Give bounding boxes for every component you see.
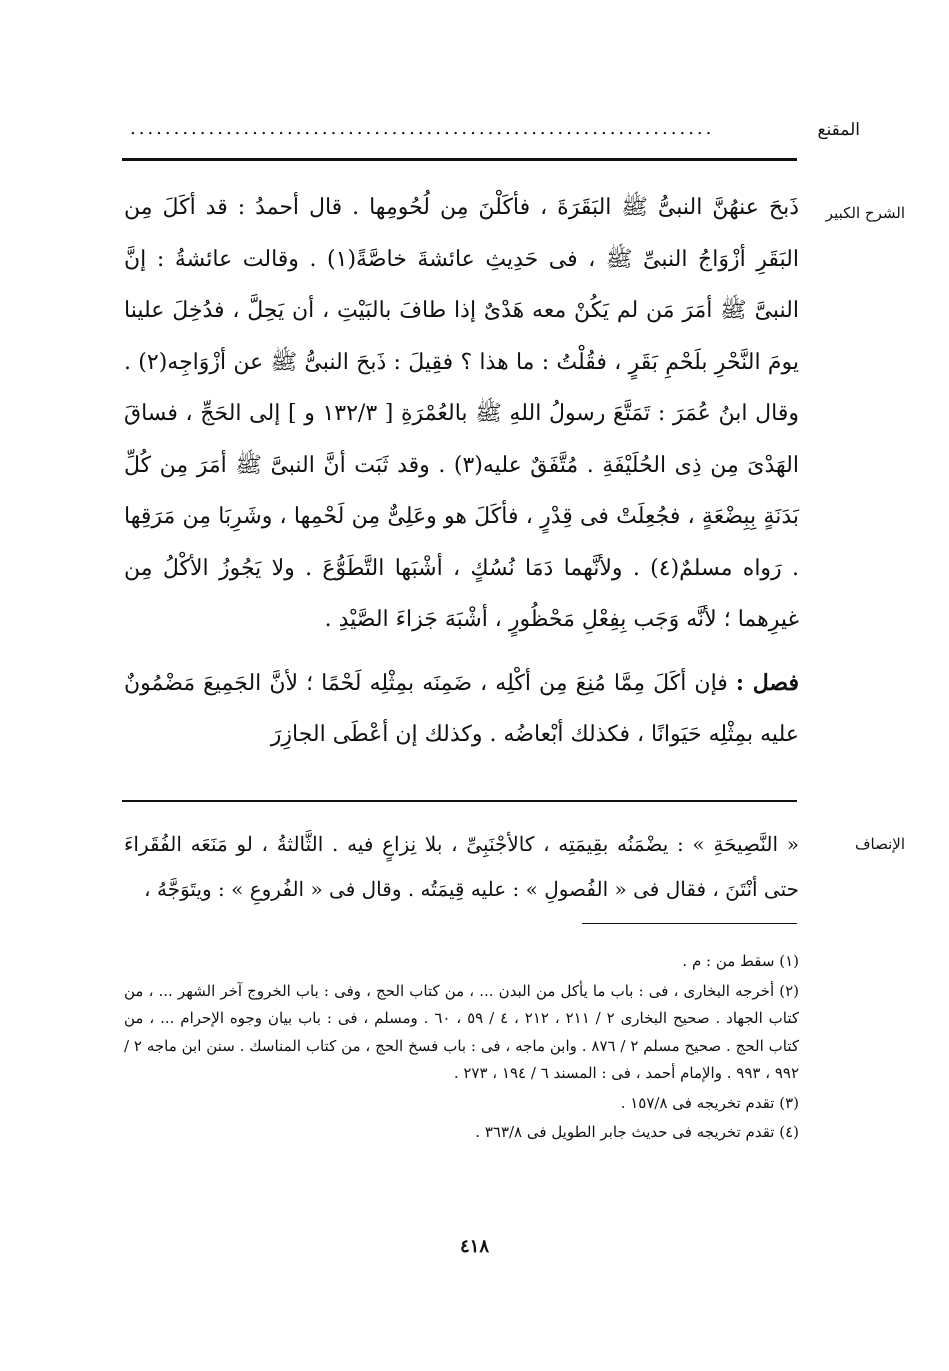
footnote-1: (١) سقط من : م . bbox=[682, 952, 799, 970]
footnote-3: (٣) تقدم تخريجه فى ١٥٧/٨ . bbox=[620, 1093, 799, 1112]
header-rule bbox=[122, 158, 797, 161]
fasl-text: فإن أكَلَ مِمَّا مُنِعَ مِن أكْلِه ، ضَمِنَه بمِثْلِه لَحْمًا ؛ لأنَّ الجَمِيعَ مَضْمُونٌ عليه بمِثْلِه حَيَوانًا ، فكذلك أبْعاضُه . وكذلك إن أعْطَى الجازِرَ bbox=[124, 670, 799, 747]
footnote-rule bbox=[582, 923, 797, 924]
side-label-sharh: الشرح الكبير bbox=[825, 204, 905, 222]
commentary-paragraph: ذَبحَ عنهُنَّ النبىُّ ﷺ البَقَرَةَ ، فأكَلْنَ مِن لُحُومِها . قال أحمدُ : قد أكَلَ مِن البَقَرِ أزْوَاجُ النبىِّ ﷺ ، فى حَدِيثِ عائشةَ خاصَّةً(١) . وقالت عائشةُ : إنَّ النبىَّ ﷺ أمَرَ مَن لم يَكُنْ معه هَدْىٌ إذا طافَ بالبَيْتِ ، أن يَحِلَّ ، فدُخِلَ علينا يومَ النَّحْرِ بلَحْمِ بَقَرٍ ، فقُلْتُ : ما هذا ؟ فقِيلَ : ذَبحَ النبىُّ ﷺ عن أزْوَاجِه(٢) . وقال ابنُ عُمَرَ : تَمَتَّعَ رسولُ اللهِ ﷺ بالعُمْرَةِ [ ١٣٢/٣ و ] إلى الحَجِّ ، فساقَ الهَدْىَ مِن ذِى الحُلَيْفَةِ . مُتَّفَقٌ عليه(٣) . وقد ثَبَت أنَّ النبىَّ ﷺ أمَرَ مِن كُلِّ بَدَنَةٍ بِبِضْعَةٍ ، فجُعِلَتْ فى قِدْرٍ ، فأكَلَ هو وعَلِىٌّ مِن لَحْمِها ، وشَرِبَا مِن مَرَقِها . رَواه مسلمٌ(٤) . ولأنَّهما دَمَا نُسُكٍ ، أشْبَها التَّطَوُّعَ . ولا يَجُوزُ الأكْلُ مِن غيرِهما ؛ لأنَّه وَجَب بِفِعْلِ مَحْظُورٍ ، أشْبَهَ جَزاءَ الصَّيْدِ . bbox=[124, 195, 799, 632]
footnote-2: (٢) أخرجه البخارى ، فى : باب ما يأكل من البدن ... ، من كتاب الحج ، وفى : باب الخروج آخر الشهر ... ، من كتاب الجهاد . صحيح البخارى ٢ / ٢١١ ، ٢١٢ ، ٤ / ٥٩ ، ٦٠ . ومسلم ، فى : باب بيان وجوه الإحرام ... ، من كتاب الحج . صحيح مسلم ٢ / ٨٧٦ . وابن ماجه ، فى : باب فسخ الحج ، من كتاب المناسك . سنن ابن ماجه ٢ / ٩٩٢ ، ٩٩٣ . والإمام أحمد ، فى : المسند ٦ / ١٩٤ ، ٢٧٣ . bbox=[124, 981, 799, 1082]
fasl-label: فصل : bbox=[735, 669, 799, 696]
section-divider bbox=[122, 800, 797, 802]
side-label-insaf: الإنصاف bbox=[854, 835, 905, 853]
header-dot-leader: ................................................................... bbox=[130, 118, 715, 139]
page-header bbox=[120, 118, 860, 148]
main-commentary bbox=[124, 182, 799, 761]
footnote-4: (٤) تقدم تخريجه فى حديث جابر الطويل فى ٣٦٣/٨ . bbox=[475, 1123, 799, 1141]
header-title: المقنع bbox=[817, 120, 860, 140]
footnotes bbox=[124, 948, 799, 1149]
insaf-text bbox=[124, 822, 799, 912]
fasl-paragraph bbox=[124, 658, 799, 761]
insaf-paragraph: « النَّصِيحَةِ » : يضْمَنُه بقِيمَتِه ، كالأجْنَبِىِّ ، بلا نِزاعٍ فيه . الثَّالثةُ ، لو مَنَعَه الفُقَراءَ حتى أنْتَنَ ، فقال فى « الفُصولِ » : عليه قِيمَتُه . وقال فى « الفُروعِ » : ويتَوَجَّهُ ، bbox=[124, 832, 799, 901]
page-number: ٤١٨ bbox=[459, 1236, 489, 1257]
